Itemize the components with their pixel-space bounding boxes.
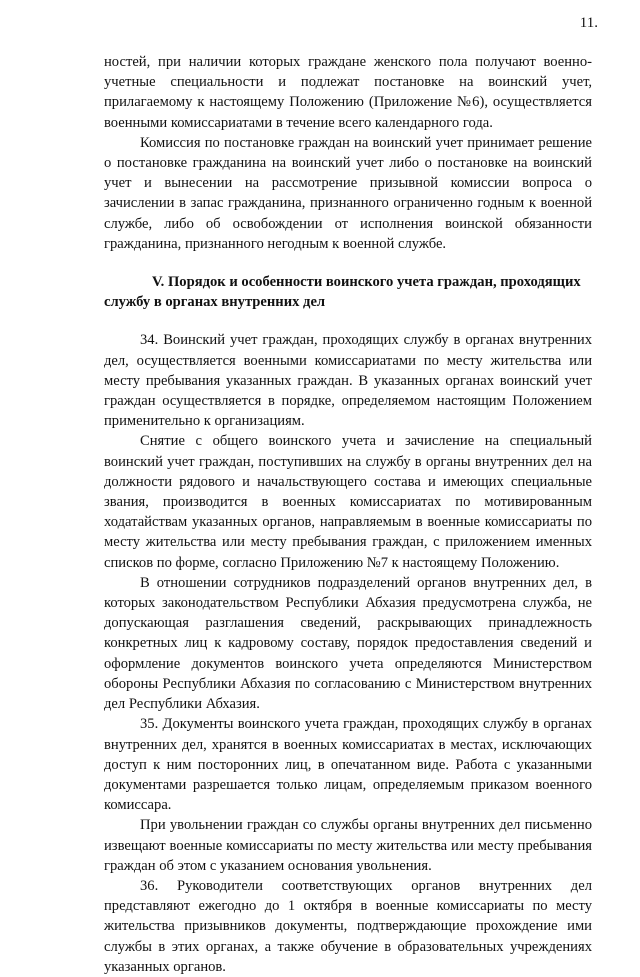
paragraph-commission-decision: Комиссия по постановке граждан на воинский учет принимает решение о постановке гражданина на воинский учет либо о постановке на воинский учет и вынесении на рассмотрение призывной комиссии вопроса о зачислении в запас гражданина, признанного ограниченно годным к военной службе, либо об освобождении от исполнения воинской обязанности гражданина, признанного негодным к военной службе.	[104, 134, 592, 252]
paragraph-36: 36. Руководители соответствующих органов внутренних дел представляют ежегодно до 1 октября в военные комиссариаты по месту жительства призывников документы, подтверждающие прохождение ими службы в этих органах, а также обучение в образовательных учреждениях указанных органов.	[104, 877, 592, 975]
page-number: 11.	[579, 15, 598, 31]
paragraph-35: 35. Документы воинского учета граждан, проходящих службу в органах внутренних дел, хранятся в военных комиссариатах в местах, исключающих доступ к ним посторонних лиц, в опечатанном виде. Работа с указанными документами разрешается только лицам, определяемым приказом военного комиссара.	[104, 716, 592, 814]
paragraph-continuation: ностей, при наличии которых граждане женского пола получают военно-учетные специальности и подлежат постановке на воинский учет, прилагаемому к настоящему Положению (Приложение №6), осуществляется военными комиссариатами в течение всего календарного года.	[104, 54, 592, 131]
paragraph-removal-from-register: Снятие с общего воинского учета и зачисление на специальный воинский учет граждан, поступивших на службу в органы внутренних дел на должности рядового и начальствующего состава и имеющих специальные звания, производится в военных комиссариатах по мотивированным ходатайствам указанных органов, направляемым в военные комиссариаты по месту жительства или месту пребывания граждан, с приложением именных списков по форме, согласно Приложению №7 к настоящему Положению.	[104, 433, 592, 571]
document-body	[104, 52, 592, 977]
section-heading: V. Порядок и особенности воинского учета граждан, проходящих службу в органах внутренних дел	[104, 274, 581, 311]
paragraph-confidential-service: В отношении сотрудников подразделений органов внутренних дел, в которых законодательством Республики Абхазия предусмотрена служба, не допускающая разглашения сведений, раскрывающих принадлежность конкретных лиц к кадровому составу, порядок предоставления сведений и оформление документов воинского учета определяются Министерством обороны Республики Абхазия по согласованию с Министерством внутренних дел Республики Абхазия.	[104, 574, 592, 713]
paragraph-34: 34. Воинский учет граждан, проходящих службу в органах внутренних дел, осуществляется военными комиссариатами по месту жительства или месту пребывания указанных граждан. В указанных органах воинский учет граждан осуществляется в порядке, определяемом настоящим Положением применительно к организациям.	[104, 332, 592, 430]
paragraph-dismissal-notice: При увольнении граждан со службы органы внутренних дел письменно извещают военные комиссариаты по месту жительства или месту пребывания граждан об этом с указанием основания увольнения.	[104, 817, 592, 874]
